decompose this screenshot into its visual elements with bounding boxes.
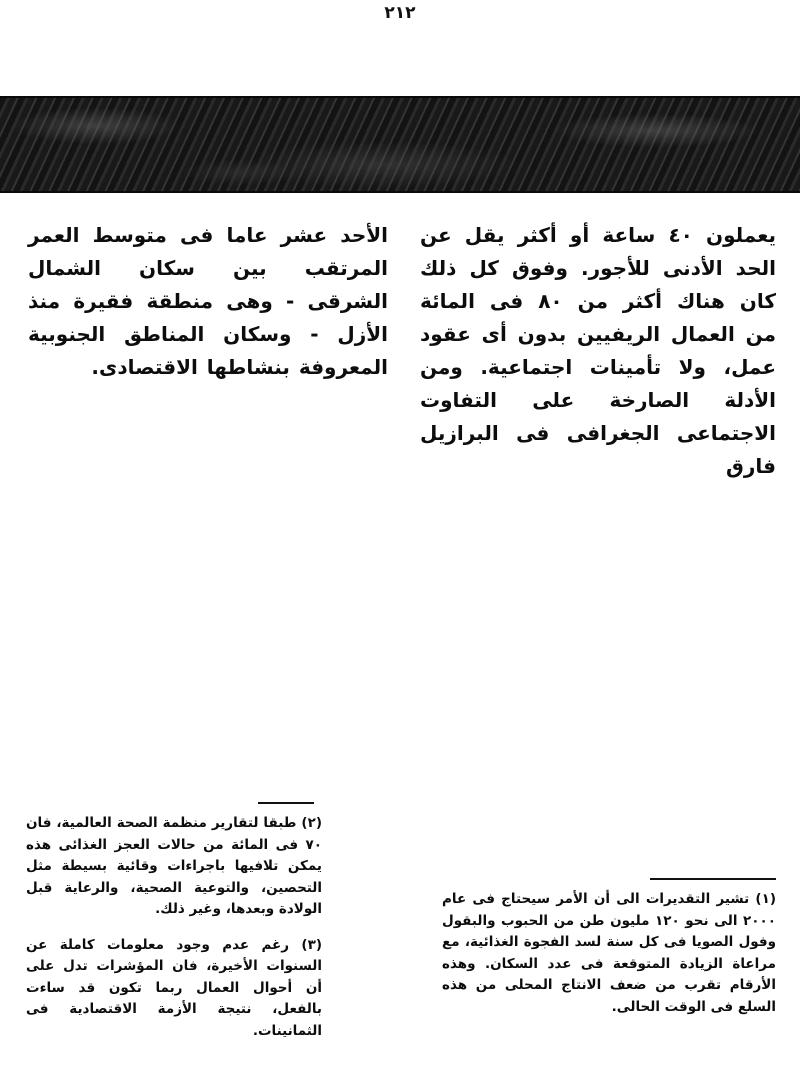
footnote-2: (٢) طبقا لتقارير منظمة الصحة العالمية، فان ٧٠ فى المائة من حالات العجز الغذائى هذه يمكن تلافيها باجراءات وقائية بسيطة مثل التحصين، والتوعية الصحية، والرعاية قبل الولادة وبعدها، وغير ذلك. <box>26 815 322 917</box>
paragraph-left: الأحد عشر عاما فى متوسط العمر المرتقب بين سكان الشمال الشرقى - وهى منطقة فقيرة منذ الأزل - وسكان المناطق الجنوبية المعروفة بنشاطها الاقتصادى. <box>28 223 388 379</box>
page-number: ٢١٢ <box>384 3 416 23</box>
main-text-right-column <box>420 219 776 483</box>
footnotes-left-column <box>26 802 322 1056</box>
scan-artifact-band <box>0 96 800 193</box>
footnote-separator-left <box>258 802 314 804</box>
footnotes-right-column <box>442 878 776 1032</box>
paragraph-right: يعملون ٤٠ ساعة أو أكثر يقل عن الحد الأدنى للأجور. وفوق كل ذلك كان هناك أكثر من ٨٠ فى المائة من العمال الريفيين بدون أى عقود عمل، ولا تأمينات اجتماعية. ومن الأدلة الصارخة على التفاوت الاجتماعى الجغرافى فى البرازيل فارق <box>420 223 777 478</box>
footnote-1: (١) تشير التقديرات الى أن الأمر سيحتاج فى عام ٢٠٠٠ الى نحو ١٢٠ مليون طن من الحبوب والبقول وفول الصويا فى كل سنة لسد الفجوة الغذائية، مع مراعاة الزيادة المتوقعة فى عدد السكان. وهذه الأرقام تقرب من ضعف الانتاج المحلى من هذه السلع فى الوقت الحالى. <box>442 891 776 1015</box>
footnote-3: (٣) رغم عدم وجود معلومات كاملة عن السنوات الأخيرة، فان المؤشرات تدل على أن أحوال العمال ربما تكون قد ساءت بالفعل، نتيجة الأزمة الاقتصادية فى الثمانينات. <box>26 936 322 1039</box>
main-text-left-column <box>28 219 388 384</box>
footnote-separator-right <box>650 878 776 880</box>
